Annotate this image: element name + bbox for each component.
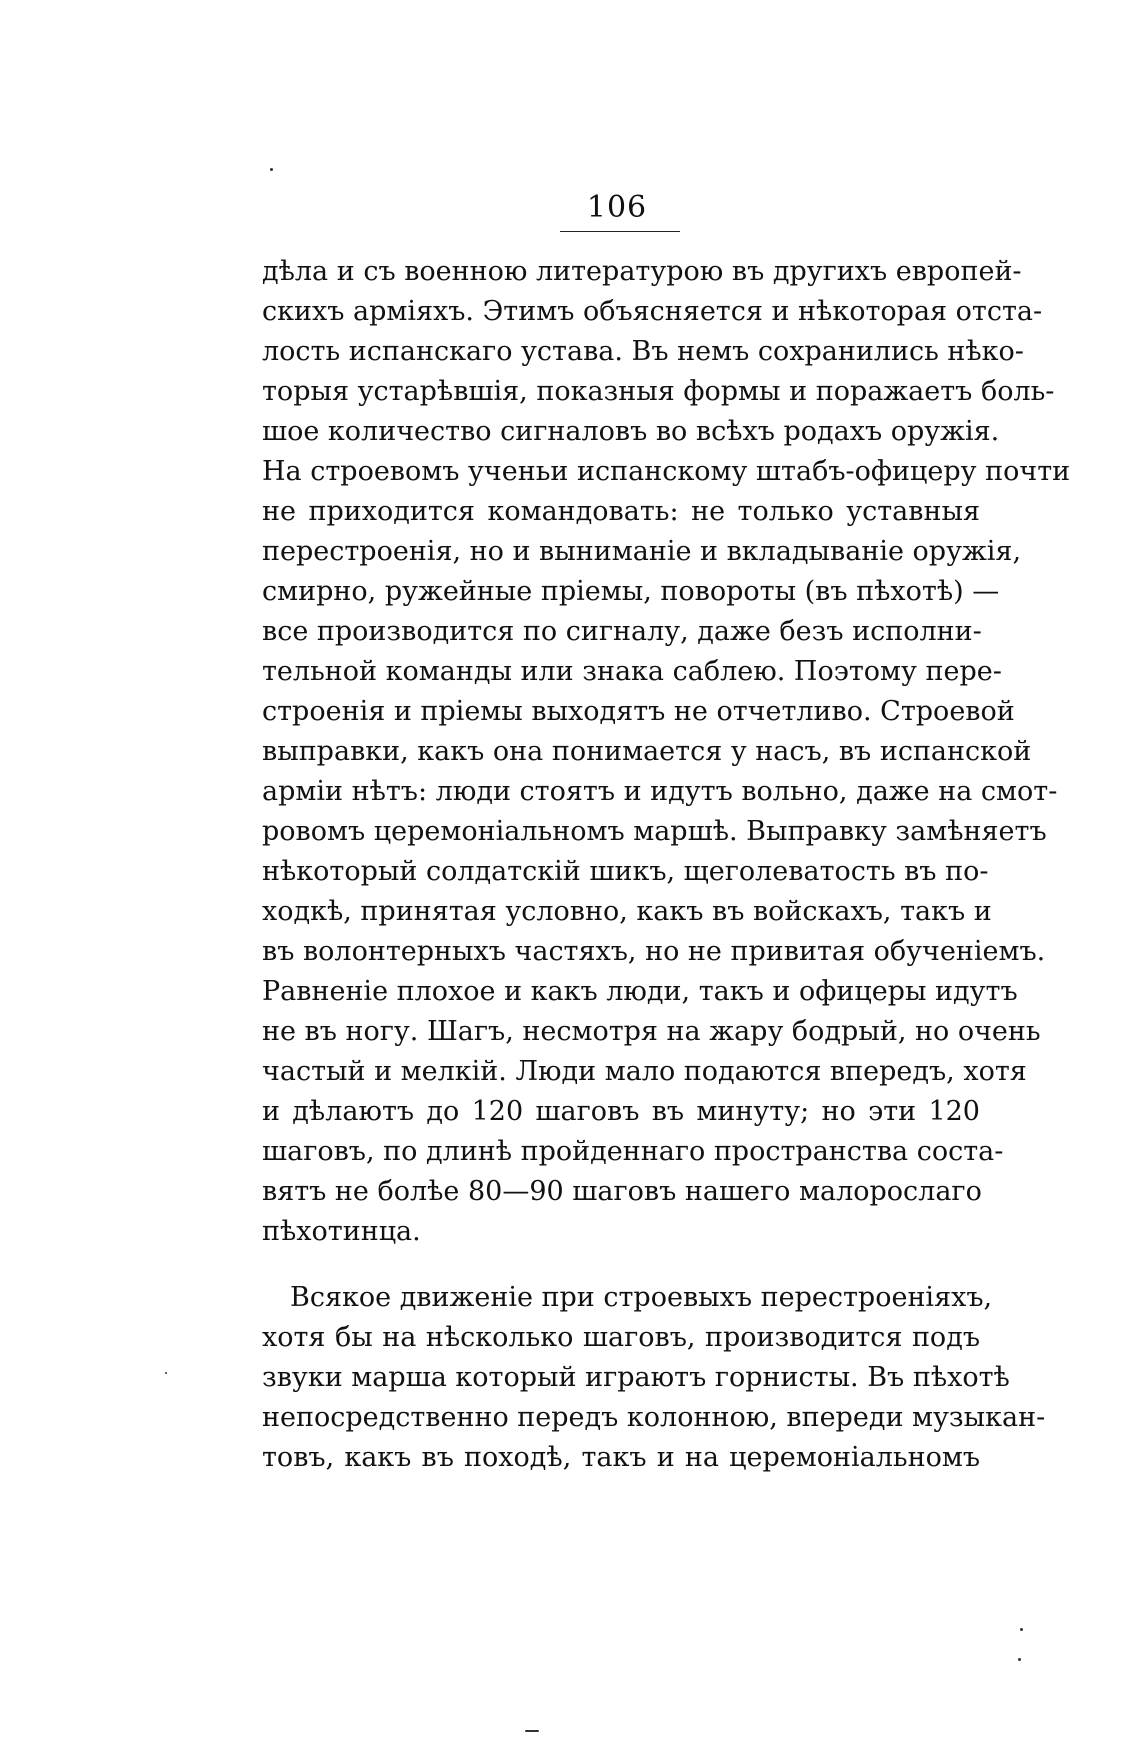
text-line: товъ, какъ въ походѣ, такъ и на церемоніальномъ [262,1442,980,1473]
text-line: въ волонтерныхъ частяхъ, но не привитая обученіемъ. [262,936,1046,967]
text-line: смирно, ружейные пріемы, повороты (въ пѣхотѣ) — [262,576,1000,607]
text-line: и дѣлаютъ до 120 шаговъ въ минуту; но эти 120 [262,1096,980,1127]
paragraph-2 [262,1278,1046,1478]
text-line: арміи нѣтъ: люди стоятъ и идутъ вольно, даже на смот- [262,776,1058,807]
scan-speck [270,168,273,171]
text-line: ровомъ церемоніальномъ маршѣ. Выправку замѣняетъ [262,816,1047,847]
scan-speck [525,1730,539,1732]
text-line: звуки марша который играютъ горнисты. Въ пѣхотѣ [262,1362,1010,1393]
text-line: пѣхотинца. [262,1216,421,1247]
scan-speck [1018,1658,1021,1661]
text-line: Всякое движеніе при строевыхъ перестроеніяхъ, [290,1282,993,1313]
text-line: дѣла и съ военною литературою въ другихъ европей- [262,256,1022,287]
text-line: не приходится командовать: не только уставныя [262,496,980,527]
text-line: не въ ногу. Шагъ, несмотря на жару бодрый, но очень [262,1016,1041,1047]
page-number-rule [560,231,680,232]
text-line: тельной команды или знака саблею. Поэтому пере- [262,656,1002,687]
text-line: строенія и пріемы выходятъ не отчетливо. Строевой [262,696,1015,727]
text-line: все производится по сигналу, даже безъ исполни- [262,616,982,647]
text-line: На строевомъ ученьи испанскому штабъ-офицеру почти [262,456,1071,487]
text-line: перестроенія, но и выниманіе и вкладываніе оружія, [262,536,1022,567]
text-line: выправки, какъ она понимается у насъ, въ испанской [262,736,1032,767]
scan-speck [165,1372,167,1374]
text-line: хотя бы на нѣсколько шаговъ, производится подъ [262,1322,980,1353]
text-line: торыя устарѣвшія, показныя формы и поражаетъ боль- [262,376,1055,407]
text-line: лость испанскаго устава. Въ немъ сохранились нѣко- [262,336,1024,367]
body-text [262,252,1071,1478]
text-line: частый и мелкій. Люди мало подаются впередъ, хотя [262,1056,1027,1087]
text-line: ходкѣ, принятая условно, какъ въ войскахъ, такъ и [262,896,992,927]
paragraph-1 [262,252,1071,1252]
text-line: Равненіе плохое и какъ люди, такъ и офицеры идутъ [262,976,1018,1007]
scan-speck [1020,1628,1023,1631]
text-line: шое количество сигналовъ во всѣхъ родахъ оружія. [262,416,1000,447]
paragraph-gap [262,1252,980,1278]
text-line: шаговъ, по длинѣ пройденнаго пространства соста- [262,1136,1004,1167]
text-line: непосредственно передъ колонною, впереди музыкан- [262,1402,1046,1433]
text-line: скихъ арміяхъ. Этимъ объясняется и нѣкоторая отста- [262,296,1043,327]
text-line: вятъ не болѣе 80—90 шаговъ нашего малорослаго [262,1176,982,1207]
page-number: 106 [586,190,648,225]
text-line: нѣкоторый солдатскій шикъ, щеголеватость въ по- [262,856,989,887]
